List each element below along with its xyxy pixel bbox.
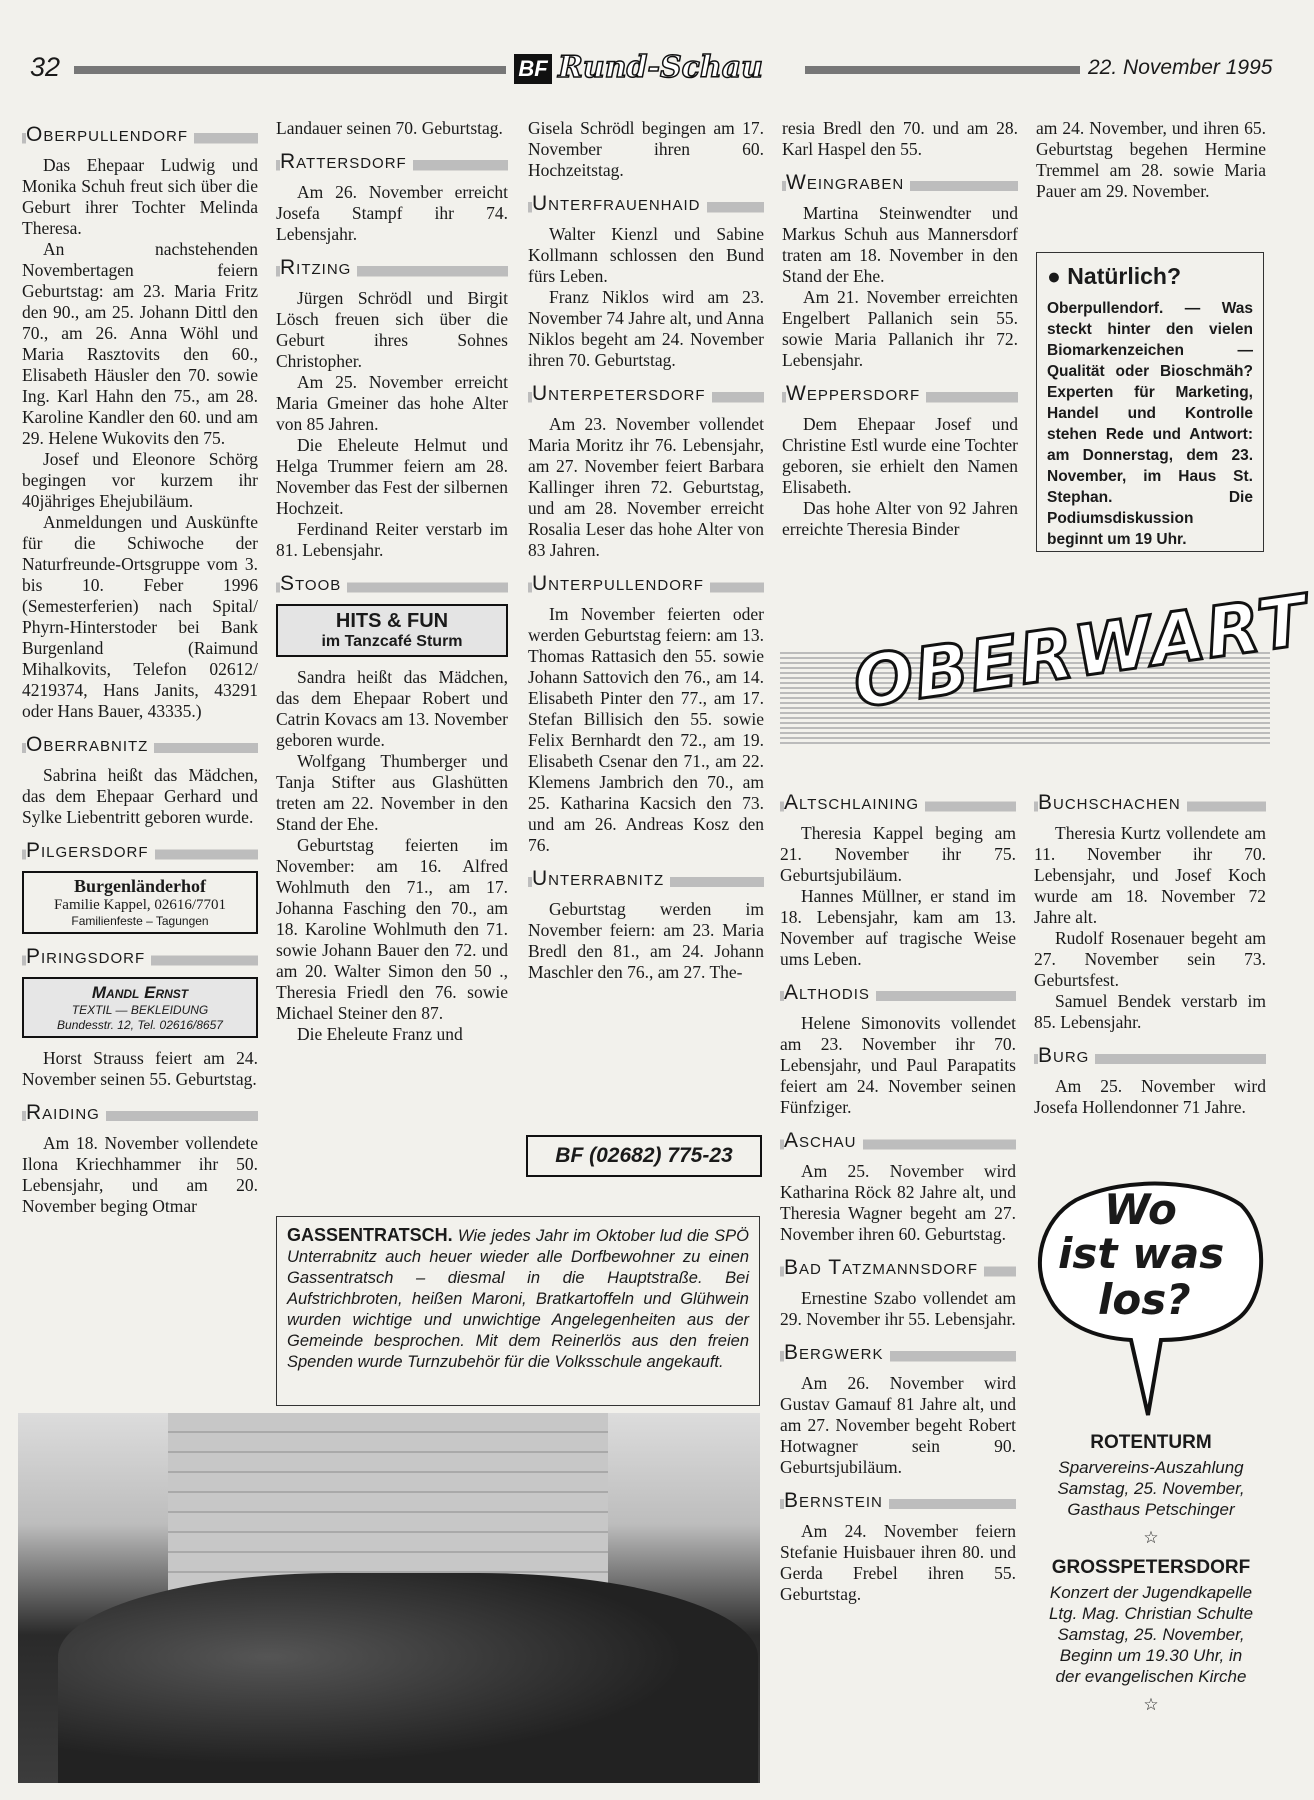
- event-line: Beginn um 19.30 Uhr, in: [1059, 1646, 1243, 1665]
- section-title: Aschau: [780, 1128, 1016, 1153]
- star-icon: ☆: [1143, 1528, 1159, 1548]
- event-line: Sparvereins-Auszahlung: [1058, 1458, 1244, 1477]
- natuerlich-title: ● Natürlich?: [1047, 263, 1182, 289]
- article-text: Gisela Schrödl begingen am 17. November ihren 60. Hochzeitstag.: [528, 118, 764, 180]
- article-text: Walter Kienzl und Sabine Kollmann schlossen den Bund fürs Leben.: [528, 224, 764, 286]
- section-title: Piringsdorf: [22, 944, 258, 969]
- section-title: Ritzing: [276, 255, 508, 280]
- section-title: Bernstein: [780, 1488, 1016, 1513]
- event-line: Gasthaus Petschinger: [1067, 1500, 1235, 1519]
- column-2: [276, 118, 508, 1045]
- article-text: Jürgen Schrödl und Birgit Lösch freuen sich über die Geburt ihres Sohnes Christopher.: [276, 288, 508, 371]
- ad-line: Bundesstr. 12, Tel. 02616/8657: [57, 1018, 223, 1032]
- section-title: Bad Tatzmannsdorf: [780, 1255, 1016, 1280]
- article-text: Ernestine Szabo vollendet am 29. November ihr 55. Lebensjahr.: [780, 1288, 1016, 1329]
- oberwart-column-a: [780, 780, 1016, 1605]
- article-text: Im November feierten oder werden Geburtstag feiern: am 13. Thomas Rattasich den 55. sowie Johann Sattovich den 76., am 14. Elisabeth Pinter den 77., am 17. Stefan Billisich den 55. sowie Felix Bernhardt den 72., am 19. Elisabeth Csenar den 71., am 22. Klemens Jambrich den 70., am 25. Katharina Kacsich den 73. und am 26. Andreas Kosz den 76.: [528, 604, 764, 855]
- bubble-line: los?: [1098, 1275, 1191, 1324]
- natuerlich-text: Oberpullendorf. — Was steckt hinter den vielen Biomarkenzeichen — Qualität oder Bioschmäh? Experten für Marketing, Handel und Kontrolle stehen Rede und Antwort: am Donnerstag, dem 23. November, im Haus St. Stephan. Die Podiumsdiskussion beginnt um 19 Uhr.: [1047, 300, 1253, 548]
- article-text: Samuel Bendek verstarb im 85. Lebensjahr.: [1034, 991, 1266, 1032]
- ad-burgenlaenderhof: [22, 871, 258, 934]
- section-title: Althodis: [780, 980, 1016, 1005]
- ad-hits-fun: [276, 604, 508, 657]
- column-1: [22, 112, 258, 1217]
- article-text: Geburtstag feierten im November: am 16. Alfred Wohlmuth den 71., am 17. Johanna Fasching den 70., am 18. Karoline Wohlmuth den 71. sowie Johann Bauer den 72. und am 20. Walter Simon den 50 ., Theresia Friedl den 76. sowie Michael Steiner den 87.: [276, 835, 508, 1023]
- section-title: Weingraben: [782, 170, 1018, 195]
- article-text: Martina Steinwendter und Markus Schuh aus Mannersdorf traten am 18. November in den Stand der Ehe.: [782, 203, 1018, 286]
- article-text: Sandra heißt das Mädchen, das dem Ehepaar Robert und Catrin Kovacs am 13. November geboren wurde.: [276, 667, 508, 750]
- wo-ist-was-los-bubble: [1036, 1180, 1266, 1420]
- section-title: Weppersdorf: [782, 381, 1018, 406]
- events-list: [1036, 1432, 1266, 1724]
- oberwart-banner: [780, 579, 1314, 747]
- article-text: Sabrina heißt das Mädchen, das dem Ehepaar Gerhard und Sylke Liebentritt geboren wurde.: [22, 765, 258, 827]
- page-date: 22. November 1995: [1088, 56, 1273, 79]
- article-text: Am 25. November wird Katharina Röck 82 Jahre alt, und Theresia Wagner begeht am 27. November ihren 60. Geburtstag.: [780, 1161, 1016, 1244]
- article-text: Theresia Kappel beging am 21. November ihr 75. Geburtsjubiläum.: [780, 823, 1016, 885]
- section-title: Unterfrauenhaid: [528, 191, 764, 216]
- bubble-line: Wo: [1104, 1185, 1177, 1234]
- section-title: Unterpetersdorf: [528, 381, 764, 406]
- article-text: Hannes Müllner, er stand im 18. Lebensjahr, kam am 13. November auf tragische Weise ums Leben.: [780, 886, 1016, 969]
- article-text: Am 25. November wird Josefa Hollendonner 71 Jahre.: [1034, 1076, 1266, 1117]
- logo-bf: BF: [514, 54, 552, 84]
- page-number: 32: [30, 52, 61, 82]
- event-line: Konzert der Jugendkapelle: [1049, 1583, 1253, 1602]
- section-title: Rattersdorf: [276, 149, 508, 174]
- event-line: Samstag, 25. November,: [1057, 1625, 1245, 1644]
- article-text: Am 26. November wird Gustav Gamauf 81 Jahre alt, und am 27. November begeht Robert Hotwagner sein 90. Geburtsjubiläum.: [780, 1373, 1016, 1477]
- section-title: Bergwerk: [780, 1340, 1016, 1365]
- event-place: GROSSPETERSDORF: [1051, 1557, 1251, 1578]
- photo-gassentratsch: [18, 1413, 760, 1783]
- ad-line: Familienfeste – Tagungen: [71, 914, 209, 928]
- caption-title: GASSENTRATSCH.: [287, 1225, 453, 1245]
- header-rule-right: [805, 66, 1080, 74]
- event-place: ROTENTURM: [1090, 1432, 1212, 1453]
- logo-title: Rund-Schau: [558, 50, 763, 85]
- section-title: Burg: [1034, 1043, 1266, 1068]
- ad-mandl-ernst: [22, 977, 258, 1038]
- article-text: Dem Ehepaar Josef und Christine Estl wurde eine Tochter geboren, sie erhielt den Namen Elisabeth.: [782, 414, 1018, 497]
- article-text: resia Bredl den 70. und am 28. Karl Haspel den 55.: [782, 118, 1018, 159]
- page-header: [18, 50, 1273, 88]
- article-text: am 24. November, und ihren 65. Geburtstag begehen Hermine Tremmel am 28. sowie Maria Pauer am 29. November.: [1036, 118, 1266, 201]
- oberwart-column-b: [1034, 780, 1266, 1118]
- section-title: Pilgersdorf: [22, 838, 258, 863]
- article-text: Wolfgang Thumberger und Tanja Stifter aus Glashütten treten am 22. November in den Stand der Ehe.: [276, 751, 508, 834]
- column-5: [1036, 118, 1266, 202]
- photo-crowd: [58, 1573, 758, 1783]
- column-4: [782, 118, 1018, 540]
- article-text: Horst Strauss feiert am 24. November seinen 55. Geburtstag.: [22, 1048, 258, 1089]
- section-title: Unterpullendorf: [528, 571, 764, 596]
- ad-line: im Tanzcafé Sturm: [321, 633, 463, 650]
- article-text: Am 24. November feiern Stefanie Huisbauer ihren 80. und Gerda Frebel ihren 55. Geburtstag.: [780, 1521, 1016, 1604]
- oberwart-banner-text: OBERWART: [848, 579, 1314, 724]
- gassentratsch-caption: [276, 1216, 760, 1406]
- article-text: Am 25. November erreicht Maria Gmeiner das hohe Alter von 85 Jahren.: [276, 372, 508, 434]
- bf-phone-box: BF (02682) 775-23: [526, 1135, 762, 1177]
- article-text: Die Eheleute Franz und: [297, 1024, 463, 1044]
- ad-name: HITS & FUN: [335, 610, 449, 632]
- natuerlich-box: [1036, 252, 1264, 552]
- article-text: Das Ehepaar Ludwig und Monika Schuh freut sich über die Geburt ihrer Tochter Melinda Theresa.: [22, 155, 258, 238]
- article-text: An nachstehenden Novembertagen feiern Geburtstag: am 23. Maria Fritz den 90., am 25. Johann Dittl den 70., am 26. Anna Wöhl und Maria Rasztovits den 60., Elisabeth Häusler den 70. sowie Ing. Karl Hahn den 75., am 28. Karoline Kandler den 60. und am 29. Helene Wukovits den 75.: [22, 239, 258, 448]
- section-title: Oberrabnitz: [22, 732, 258, 757]
- article-text: Die Eheleute Helmut und Helga Trummer feiern am 28. November das Fest der silbernen Hochzeit.: [276, 435, 508, 518]
- section-title: Unterrabnitz: [528, 866, 764, 891]
- ad-name: Mandl Ernst: [91, 983, 189, 1002]
- header-rule-left: [74, 66, 506, 74]
- star-icon: ☆: [1143, 1695, 1159, 1715]
- section-title: Altschlaining: [780, 790, 1016, 815]
- article-text: Ferdinand Reiter verstarb im 81. Lebensjahr.: [276, 519, 508, 560]
- ad-line: TEXTIL — BEKLEIDUNG: [71, 1003, 209, 1017]
- article-text: Am 26. November erreicht Josefa Stampf ihr 74. Lebensjahr.: [276, 182, 508, 244]
- column-3: [528, 118, 764, 983]
- ad-line: Familie Kappel, 02616/7701: [53, 897, 227, 913]
- article-text: Landauer seinen 70. Geburtstag.: [276, 118, 503, 138]
- section-title: Oberpullendorf: [22, 122, 258, 147]
- ad-name: Burgenländerhof: [73, 876, 206, 896]
- section-title: Buchschachen: [1034, 790, 1266, 815]
- article-text: Rudolf Rosenauer begeht am 27. November sein 73. Geburtsfest.: [1034, 928, 1266, 990]
- bubble-line: ist was: [1058, 1229, 1225, 1278]
- article-text: Am 18. November vollendete Ilona Kriechhammer ihr 50. Lebensjahr, und am 20. November beging Otmar: [22, 1133, 258, 1216]
- article-text: Das hohe Alter von 92 Jahren erreichte Theresia Binder: [782, 498, 1018, 539]
- article-text: Helene Simonovits vollendet am 23. November ihr 70. Lebensjahr, und Paul Parapatits feiert am 24. November seinen Fünfziger.: [780, 1013, 1016, 1117]
- caption-text: Wie jedes Jahr im Oktober lud die SPÖ Unterrabnitz auch heuer wieder alle Dorfbewohner zu einen Gassentratsch – diesmal in die Hauptstraße. Bei Aufstrichbroten, heißen Maroni, Bratkartoffeln und Glühwein wurden wichtige und unwichtige Angelegenheiten aus der Gemeinde besprochen. Mit dem Reinerlös aus den freien Spenden wurde Turnzubehör für die Volksschule angekauft.: [287, 1227, 750, 1371]
- event-line: Ltg. Mag. Christian Schulte: [1048, 1604, 1254, 1623]
- article-text: Franz Niklos wird am 23. November 74 Jahre alt, und Anna Niklos begeht am 24. November ihren 70. Geburtstag.: [528, 287, 764, 370]
- article-text: Am 21. November erreichten Engelbert Pallanich sein 55. sowie Maria Pallanich ihr 72. Lebensjahr.: [782, 287, 1018, 370]
- section-title: Raiding: [22, 1100, 258, 1125]
- article-text: Geburtstag werden im November feiern: am 23. Maria Bredl den 81., am 24. Johann Maschler den 76., am 27. The-: [528, 899, 764, 982]
- article-text: Theresia Kurtz vollendete am 11. November ihr 70. Lebensjahr, und Josef Koch wurde am 18. November 72 Jahre alt.: [1034, 823, 1266, 927]
- article-text: Anmeldungen und Auskünfte für die Schiwoche der Naturfreunde-Ortsgruppe vom 3. bis 10. Feber 1996 (Semesterferien) nach Spital/ Phyrn-Hinterstoder bei Bank Burgenland (Raimund Mihalkovits, Telefon 02612/ 4219374, Hans Janits, 43291 oder Hans Bauer, 43335.): [22, 512, 258, 721]
- event-line: Samstag, 25. November,: [1057, 1479, 1245, 1498]
- section-title: Stoob: [276, 571, 508, 596]
- bullet-icon: ●: [1047, 263, 1061, 289]
- article-text: Am 23. November vollendet Maria Moritz ihr 76. Lebensjahr, am 27. November feiert Barbara Kallinger ihren 72. Geburtstag, und am 28. November erreicht Rosalia Leser das hohe Alter von 83 Jahren.: [528, 414, 764, 560]
- event-line: der evangelischen Kirche: [1055, 1667, 1247, 1686]
- article-text: Josef und Eleonore Schörg begingen vor kurzem ihr 40jähriges Ehejubiläum.: [22, 449, 258, 511]
